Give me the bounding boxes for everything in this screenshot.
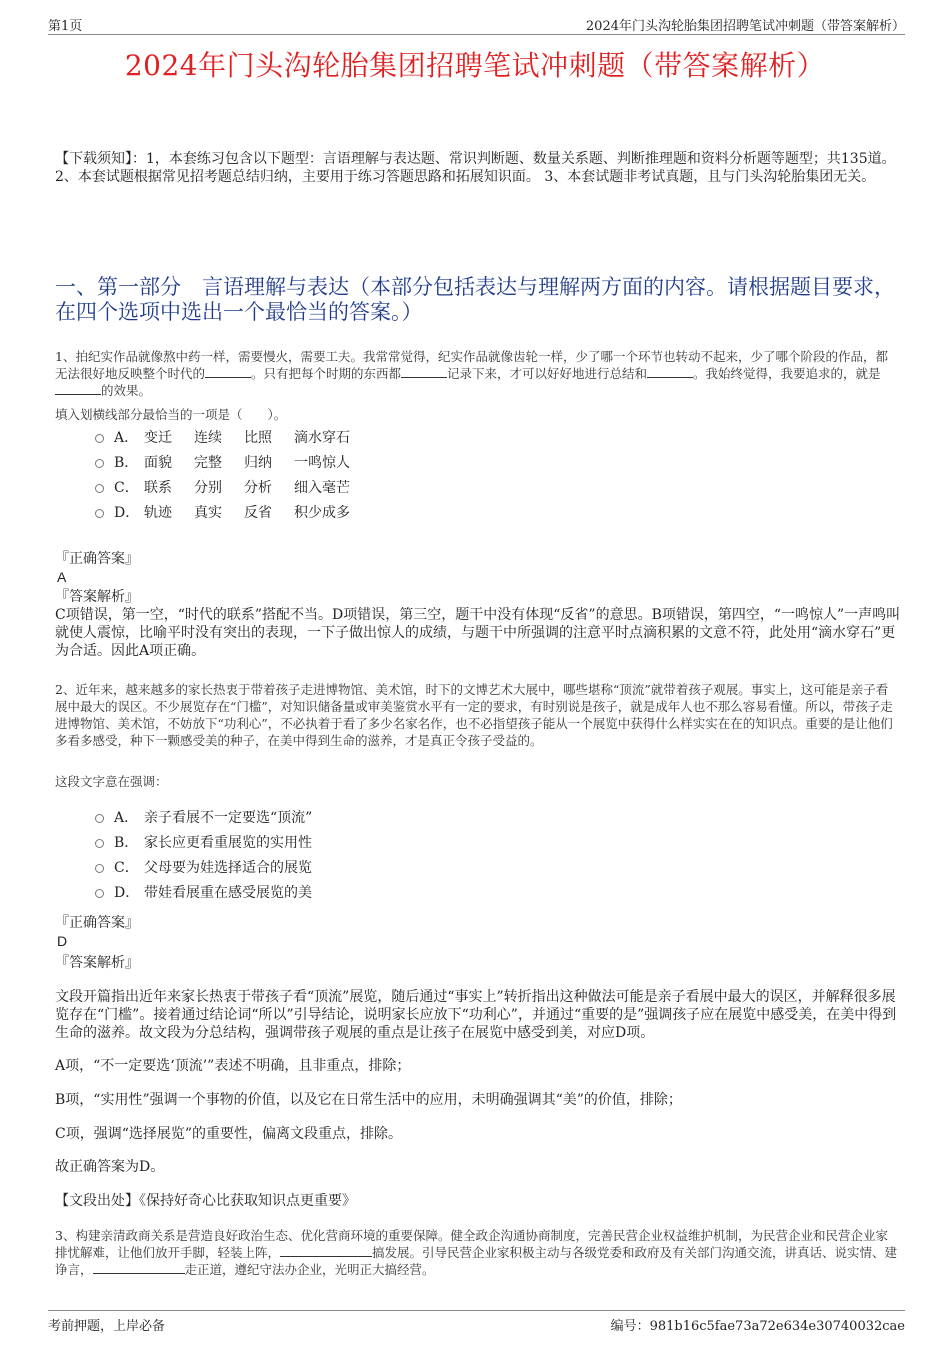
blank	[93, 1261, 185, 1274]
option-b[interactable]: B． 家长应更看重展览的实用性	[95, 831, 312, 856]
correct-answer: A	[57, 569, 67, 585]
blank	[280, 1244, 372, 1257]
question-1-prompt: 填入划横线部分最恰当的一项是（ ）。	[55, 407, 287, 422]
question-1-options	[95, 426, 372, 526]
correct-answer-label: 『正确答案』	[55, 551, 139, 567]
header-doc-title: 2024年门头沟轮胎集团招聘笔试冲刺题（带答案解析）	[585, 19, 905, 34]
download-notice: 【下载须知】：1，本套练习包含以下题型：言语理解与表达题、常识判断题、数量关系题、判断推理题和资料分析题等题型；共135道。 2、本套试题根据常见招考题总结归纳，主要用于练习答题思路和拓展知识面。 3、本套试题非考试真题，且与门头沟轮胎集团无关。	[55, 151, 896, 185]
analysis-label: 『答案解析』	[55, 589, 139, 605]
section-title: 一、第一部分 言语理解与表达（本部分包括表达与理解两方面的内容。请根据题目要求，在四个选项中选出一个最恰当的答案。）	[55, 275, 895, 324]
analysis-conclusion: 故正确答案为D。	[55, 1159, 165, 1175]
correct-answer: D	[57, 933, 68, 949]
page-footer	[48, 1310, 905, 1333]
question-3-text: 3、构建亲清政商关系是营造良好政治生态、优化营商环境的重要保障。健全政企沟通协商制度，完善民营企业权益维护机制，为民营企业和民营企业家排忧解难，让他们放开手脚，轻装上阵， 搞发展。引导民营企业家积极主动与各级党委和政府及有关部门沟通交流，讲真话、说实情、建诤言， 走正道，遵纪守法办企业，光明正大搞经营。	[55, 1228, 898, 1277]
footer-slogan: 考前押题，上岸必备	[48, 1319, 166, 1334]
analysis-text: 文段开篇指出近年来家长热衷于带孩子看“顶流”展览，随后通过“事实上”转折指出这种做法可能是亲子看展中最大的误区，并解释很多展览存在“门槛”。接着通过结论词“所以”引导结论，说明家长应放下“功利心”，并通过“重要的是”强调孩子应在展览中感受美，在美中得到生命的滋养。故文段为分总结构，强调带孩子观展的重点是让孩子在展览中感受到美，对应D项。	[55, 989, 897, 1041]
radio-button[interactable]	[95, 814, 104, 823]
question-2-options	[95, 806, 312, 906]
correct-answer-label: 『正确答案』	[55, 915, 139, 931]
radio-button[interactable]	[95, 509, 104, 518]
blank	[401, 365, 447, 378]
text-source: 【文段出处】《保持好奇心比获取知识点更重要》	[55, 1193, 356, 1209]
radio-button[interactable]	[95, 839, 104, 848]
page-header	[48, 14, 905, 35]
question-2-prompt: 这段文字意在强调：	[55, 774, 168, 789]
question-1-text: 1、拍纪实作品就像熬中药一样，需要慢火，需要工夫。我常常觉得，纪实作品就像齿轮一样，少了哪一个环节也转动不起来，少了哪个阶段的作品，都无法很好地反映整个时代的 。只有把每个时期的东西都 记录下来，才可以好好地进行总结和 。我始终觉得，我要追求的，就是的效果。	[55, 349, 888, 398]
option-d[interactable]: D． 轨迹 真实 反省 积少成多	[95, 501, 372, 526]
blank	[647, 365, 693, 378]
option-d[interactable]: D． 带娃看展重在感受展览的美	[95, 881, 312, 906]
radio-button[interactable]	[95, 459, 104, 468]
analysis-text: C项错误，第一空，“时代的联系”搭配不当。D项错误，第三空，题干中没有体现“反省”的意思。B项错误，第四空，“一鸣惊人”一声鸣叫就使人震惊，比喻平时没有突出的表现，一下子做出惊人的成绩，与题干中所强调的注意平时点滴积累的文意不符，此处用“滴水穿石”更为合适。因此A项正确。	[55, 607, 901, 659]
analysis-option-a: A项，“不一定要选‘顶流’”表述不明确，且非重点，排除；	[55, 1058, 411, 1074]
analysis-label: 『答案解析』	[55, 955, 139, 971]
blank	[55, 382, 101, 395]
document-title: 2024年门头沟轮胎集团招聘笔试冲刺题（带答案解析）	[124, 49, 826, 82]
option-a[interactable]: A． 亲子看展不一定要选“顶流”	[95, 806, 312, 831]
option-a[interactable]: A． 变迁 连续 比照 滴水穿石	[95, 426, 372, 451]
radio-button[interactable]	[95, 889, 104, 898]
question-2-text: 2、近年来，越来越多的家长热衷于带着孩子走进博物馆、美术馆，时下的文博艺术大展中，哪些堪称“顶流”就带着孩子观展。事实上，这可能是亲子看展中最大的误区。不少展览存在“门槛”，对知识储备量或审美鉴赏水平有一定的要求，有时别说是孩子，就是成年人也不那么容易看懂。所以，带孩子走进博物馆、美术馆，不妨放下“功利心”，不必执着于看了多少名家名作，也不必指望孩子能从一个展览中获得什么样实实在在的知识点。重要的是让他们多看多感受，种下一颗感受美的种子，在美中得到生命的滋养，才是真正令孩子受益的。	[55, 682, 893, 748]
option-c[interactable]: C． 联系 分别 分析 细入毫芒	[95, 476, 372, 501]
option-b[interactable]: B． 面貌 完整 归纳 一鸣惊人	[95, 451, 372, 476]
option-c[interactable]: C． 父母要为娃选择适合的展览	[95, 856, 312, 881]
radio-button[interactable]	[95, 434, 104, 443]
radio-button[interactable]	[95, 864, 104, 873]
blank	[205, 365, 251, 378]
document-id: 编号：981b16c5fae73a72e634e30740032cae	[610, 1319, 905, 1334]
analysis-option-c: C项，强调“选择展览”的重要性，偏离文段重点，排除。	[55, 1126, 403, 1142]
radio-button[interactable]	[95, 484, 104, 493]
analysis-option-b: B项，“实用性”强调一个事物的价值，以及它在日常生活中的应用，未明确强调其“美”的价值，排除；	[55, 1092, 682, 1108]
page-number: 第1页	[48, 19, 83, 34]
